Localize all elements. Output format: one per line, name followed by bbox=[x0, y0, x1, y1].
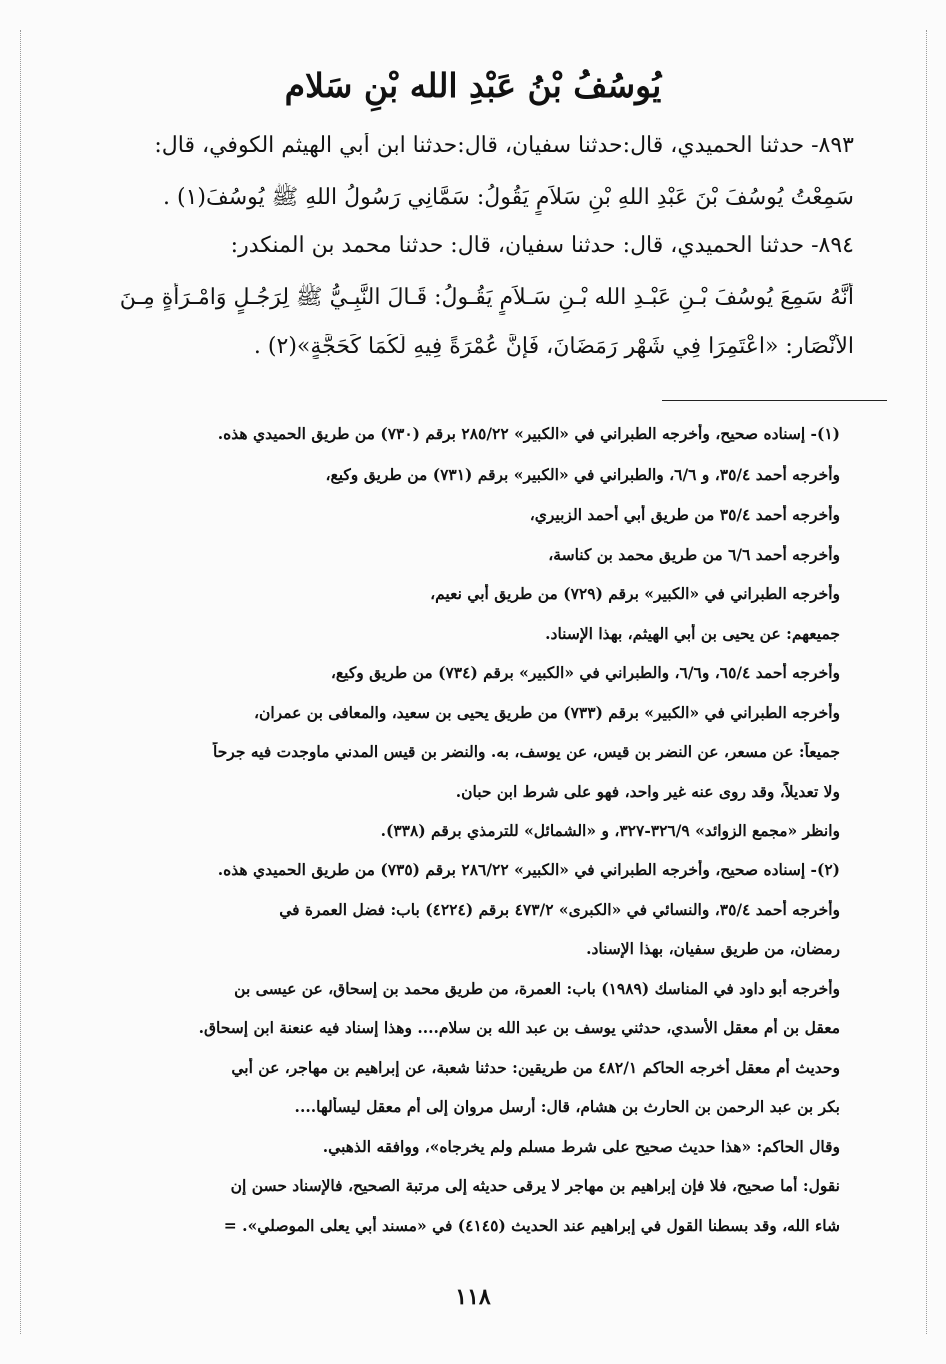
footnote-line: وقال الحاكم: «هذا حديث صحيح على شرط مسلم ولم يخرجاه»، ووافقه الذهبي. bbox=[322, 1137, 840, 1156]
left-margin-guide bbox=[20, 30, 21, 1334]
footnote-line: نقول: أما صحيح، فلا فإن إبراهيم بن مهاجر لا يرقى حديثه إلى مرتبة الصحيح، فالإسناد حسن إن bbox=[230, 1176, 840, 1195]
footnote-line: وأخرجه أحمد ٦/٦ من طريق محمد بن كناسة، bbox=[548, 545, 840, 564]
footnote-line: (١)- إسناده صحيح، وأخرجه الطبراني في «الكبير» ٢٨٥/٢٢ برقم (٧٣٠) من طريق الحميدي هذه. bbox=[217, 424, 840, 443]
footnote-line: وأخرجه الطبراني في «الكبير» برقم (٧٣٣) من طريق يحيى بن سعيد، والمعافى بن عمران، bbox=[253, 703, 840, 722]
footnote-line: وأخرجه أبو داود في المناسك (١٩٨٩) باب: العمرة، من طريق محمد بن إسحاق، عن عيسى بن bbox=[234, 979, 840, 998]
page-title: يُوسُفُ بْنُ عَبْدِ الله بْنِ سَلام bbox=[284, 66, 662, 105]
footnote-line: ولا تعديلاً، وقد روى عنه غير واحد، فهو على شرط ابن حبان. bbox=[455, 782, 840, 801]
footnote-line: جميعاً: عن مسعر، عن النضر بن قيس، عن يوسف، به. والنضر بن قيس المدني ماوجدت فيه جرحاً bbox=[213, 742, 840, 761]
hadith-line: الأَنْصَارِ: «اعْتَمِرَا فِي شَهْرِ رَمَضَانَ، فَإِنَّ عُمْرَةً فِيهِ لَكُمَا كَحَجَّةٍ»(٢) . bbox=[253, 334, 854, 359]
footnote-line: وأخرجه أحمد ٣٥/٤ من طريق أبي أحمد الزبيري، bbox=[529, 505, 840, 524]
footnote-line: وأخرجه الطبراني في «الكبير» برقم (٧٢٩) من طريق أبي نعيم، bbox=[430, 584, 840, 603]
footnote-separator bbox=[662, 400, 887, 401]
footnote-line: وأخرجه أحمد ٣٥/٤، والنسائي في «الكبرى» ٤٧٣/٢ برقم (٤٢٢٤) باب: فضل العمرة في bbox=[279, 900, 840, 919]
footnote-line: شاء الله، وقد بسطنا القول في إبراهيم عند الحديث (٤١٤٥) في «مسند أبي يعلى الموصلي». = bbox=[223, 1216, 840, 1235]
footnote-line: رمضان، من طريق سفيان، بهذا الإسناد. bbox=[586, 939, 840, 958]
footnote-line: بكر بن عبد الرحمن بن الحارث بن هشام، قال: أرسل مروان إلى أم معقل ليسألها.... bbox=[294, 1097, 840, 1116]
footnote-line: وأخرجه أحمد ٦٥/٤، و٦/٦، والطبراني في «الكبير» برقم (٧٣٤) من طريق وكيع، bbox=[330, 663, 840, 682]
hadith-line: ٨٩٣- حدثنا الحميدي، قال:حدثنا سفيان، قال:حدثنا ابن أبي الهيثم الكوفي، قال: bbox=[154, 133, 854, 158]
hadith-line: سَمِعْتُ يُوسُفَ بْنَ عَبْدِ اللهِ بْنِ سَلاَمٍ يَقُولُ: سَمَّانِي رَسُولُ اللهِ ﷺ يُوسُفَ(١) . bbox=[162, 185, 854, 210]
footnote-line: (٢)- إسناده صحيح، وأخرجه الطبراني في «الكبير» ٢٨٦/٢٢ برقم (٧٣٥) من طريق الحميدي هذه. bbox=[217, 860, 840, 879]
footnote-line: وانظر «مجمع الزوائد» ٣٢٦/٩-٣٢٧، و «الشمائل» للترمذي برقم (٣٣٨). bbox=[380, 821, 840, 840]
hadith-line: أَنَّهُ سَمِعَ يُوسُفَ بْـنِ عَبْـدِ الله بْـنِ سَـلاَمٍ يَقُـولُ: قَـالَ النَّبِـيُّ ﷺ لِرَجُـلٍ وَامْـرَأَةٍ مِـنَ bbox=[119, 285, 854, 310]
right-margin-guide bbox=[926, 30, 927, 1334]
footnote-line: وحديث أم معقل أخرجه الحاكم ٤٨٢/١ من طريقين: حدثنا شعبة، عن إبراهيم بن مهاجر، عن أبي bbox=[231, 1058, 840, 1077]
footnote-line: جميعهم: عن يحيى بن أبي الهيثم، بهذا الإسناد. bbox=[545, 624, 840, 643]
page-number: ١١٨ bbox=[455, 1284, 491, 1310]
footnote-line: وأخرجه أحمد ٣٥/٤، و ٦/٦، والطبراني في «الكبير» برقم (٧٣١) من طريق وكيع، bbox=[325, 465, 840, 484]
footnote-line: معقل بن أم معقل الأسدي، حدثني يوسف بن عبد الله بن سلام.... وهذا إسناد فيه عنعنة ابن إسحاق. bbox=[198, 1018, 840, 1037]
hadith-line: ٨٩٤- حدثنا الحميدي، قال: حدثنا سفيان، قال: حدثنا محمد بن المنكدر: bbox=[230, 233, 854, 258]
